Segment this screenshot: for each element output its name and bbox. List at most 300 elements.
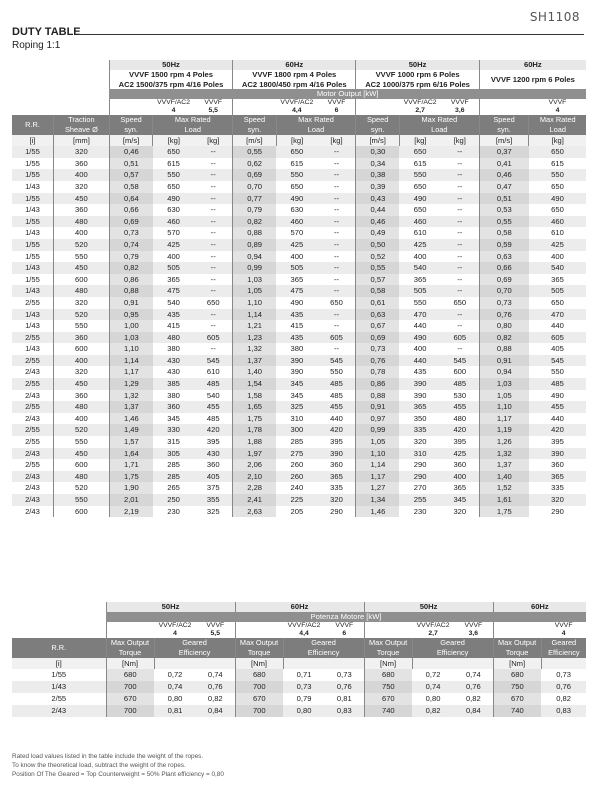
- table-row: [12, 274, 586, 286]
- table-cell: 400: [53, 169, 109, 181]
- table-cell: 285: [153, 471, 194, 483]
- table-cell: 0,86: [356, 378, 400, 390]
- table-row: [12, 216, 586, 228]
- speed-header: [356, 115, 400, 135]
- table-cell: 600: [53, 343, 109, 355]
- table-cell: 475: [153, 285, 194, 297]
- table-cell: 350: [399, 413, 440, 425]
- table-cell: 1,78: [233, 424, 277, 436]
- table-cell: 540: [399, 262, 440, 274]
- table-cell: 545: [441, 355, 479, 367]
- table-cell: 0,63: [356, 309, 400, 321]
- frequency-label: 60Hz: [493, 602, 586, 612]
- table-cell: 435: [153, 309, 194, 321]
- blank-cell: [364, 622, 412, 638]
- table-cell: 460: [276, 216, 317, 228]
- table-cell: 475: [276, 285, 317, 297]
- table-cell: 0,73: [109, 227, 153, 239]
- table-cell: 360: [53, 158, 109, 170]
- table-cell: 365: [153, 274, 194, 286]
- table-cell: 260: [276, 471, 317, 483]
- table-cell: 360: [318, 459, 356, 471]
- table-cell: 430: [153, 366, 194, 378]
- table-cell: 610: [194, 366, 232, 378]
- table-cell: 0,57: [109, 169, 153, 181]
- table-cell: 365: [441, 482, 479, 494]
- table-cell: 290: [318, 506, 356, 518]
- table-cell: 400: [529, 251, 586, 263]
- table-cell: 1,14: [233, 309, 277, 321]
- table-cell: 380: [153, 390, 194, 402]
- table-cell: 415: [276, 320, 317, 332]
- unit: [i]: [12, 658, 106, 669]
- table-cell: --: [441, 262, 479, 274]
- table-cell: 520: [53, 482, 109, 494]
- power-drive-type: VVVF: [548, 99, 567, 107]
- table-row: [12, 204, 586, 216]
- table-cell: 550: [529, 366, 586, 378]
- power-value: [154, 622, 196, 638]
- table-cell: 485: [318, 378, 356, 390]
- table-cell: 1/43: [12, 204, 53, 216]
- table-cell: 700: [106, 705, 154, 717]
- table-row: [12, 285, 586, 297]
- rr-header: R.R.: [12, 115, 53, 135]
- power-drive-type: VVVF/AC2: [280, 99, 314, 107]
- table-cell: 0,37: [479, 146, 529, 158]
- table-cell: 0,46: [479, 169, 529, 181]
- table-cell: --: [441, 227, 479, 239]
- table-cell: 650: [529, 181, 586, 193]
- unit: [kg]: [194, 135, 232, 146]
- table-cell: 0,76: [196, 681, 235, 693]
- table-cell: 420: [318, 424, 356, 436]
- table-cell: 320: [53, 181, 109, 193]
- table-cell: 380: [276, 343, 317, 355]
- table-cell: 1,88: [233, 436, 277, 448]
- table-cell: 1,49: [109, 424, 153, 436]
- table-cell: --: [441, 193, 479, 205]
- drive-spec-cell: [109, 70, 232, 89]
- table-cell: 435: [399, 366, 440, 378]
- torque-efficiency-table: [12, 602, 586, 717]
- table-cell: 0,88: [233, 227, 277, 239]
- table-cell: 680: [364, 669, 412, 681]
- table-cell: 240: [276, 482, 317, 494]
- table-cell: 360: [53, 332, 109, 344]
- table-cell: 1,54: [233, 378, 277, 390]
- power-kw: 4,4: [292, 107, 302, 115]
- table-cell: --: [194, 309, 232, 321]
- unit: [kg]: [276, 135, 317, 146]
- frequency-label: 50Hz: [109, 60, 232, 70]
- header-text: syn.: [497, 125, 511, 135]
- table-cell: 0,94: [233, 251, 277, 263]
- table-cell: --: [194, 320, 232, 332]
- table-cell: 1/43: [12, 285, 53, 297]
- power-kw: 4: [561, 630, 566, 637]
- table-cell: 0,51: [109, 158, 153, 170]
- table-cell: 0,82: [479, 332, 529, 344]
- table-cell: 420: [529, 424, 586, 436]
- table-cell: 440: [529, 413, 586, 425]
- table-row: [12, 169, 586, 181]
- table-cell: 0,81: [325, 693, 364, 705]
- table-cell: 0,72: [412, 669, 454, 681]
- table-cell: 290: [529, 506, 586, 518]
- table-cell: 400: [399, 251, 440, 263]
- table-cell: --: [318, 274, 356, 286]
- table-cell: 670: [235, 693, 283, 705]
- table-cell: --: [318, 262, 356, 274]
- power-kw: 4: [555, 107, 560, 115]
- table-cell: 1/55: [12, 146, 53, 158]
- header-text: Load: [431, 125, 448, 135]
- corner-blank: [12, 602, 106, 612]
- table-cell: 650: [529, 204, 586, 216]
- power-value: [399, 99, 440, 115]
- table-cell: 1,71: [109, 459, 153, 471]
- unit: [m/s]: [109, 135, 153, 146]
- table-cell: 360: [53, 390, 109, 402]
- table-cell: 0,81: [154, 705, 196, 717]
- table-cell: 480: [53, 285, 109, 297]
- table-cell: 650: [529, 146, 586, 158]
- table-cell: 605: [318, 332, 356, 344]
- table-cell: 550: [399, 169, 440, 181]
- table-cell: 2,06: [233, 459, 277, 471]
- table-cell: 320: [53, 297, 109, 309]
- table-cell: 1,21: [233, 320, 277, 332]
- drive-spec-cell: [479, 70, 586, 89]
- table-cell: 1,27: [356, 482, 400, 494]
- corner-blank: [12, 99, 109, 115]
- title-rule: [78, 34, 584, 35]
- power-row: [12, 99, 586, 115]
- table-cell: 1,37: [479, 459, 529, 471]
- motor-output-label: Motor Output [kW]: [109, 89, 586, 99]
- table-cell: --: [194, 216, 232, 228]
- corner-blank: [12, 60, 109, 70]
- efficiency-header: [283, 638, 364, 658]
- table-cell: --: [318, 169, 356, 181]
- header-text: Efficiency: [178, 648, 211, 657]
- table-cell: 440: [529, 320, 586, 332]
- table-cell: 0,79: [233, 204, 277, 216]
- table-cell: 0,86: [109, 274, 153, 286]
- table-cell: 405: [529, 343, 586, 355]
- table-cell: 425: [441, 448, 479, 460]
- table-cell: 0,97: [356, 413, 400, 425]
- corner-blank: [12, 612, 106, 622]
- table-cell: 0,80: [479, 320, 529, 332]
- table-cell: 0,43: [356, 193, 400, 205]
- table-cell: --: [194, 239, 232, 251]
- table-cell: 1,05: [233, 285, 277, 297]
- footnote-line: Position Of The Geared = Top Counterweight = 50% Plant efficiency = 0,80: [12, 771, 224, 778]
- table-cell: 2/43: [12, 413, 53, 425]
- table-cell: 0,88: [356, 390, 400, 402]
- power-drive-type: VVVF/AC2: [157, 99, 190, 107]
- table-row: [12, 227, 586, 239]
- power-drive-type: VVVF: [206, 622, 225, 629]
- table-cell: 0,82: [196, 693, 235, 705]
- table-cell: --: [318, 251, 356, 263]
- power-kw: 6: [334, 107, 339, 115]
- table-cell: --: [318, 239, 356, 251]
- table-cell: --: [194, 251, 232, 263]
- power-drive-type: VVVF/AC2: [158, 622, 192, 629]
- frequency-row: [12, 60, 586, 70]
- blank-cell: [109, 99, 153, 115]
- table-cell: --: [194, 204, 232, 216]
- table-cell: 2/55: [12, 459, 53, 471]
- table-cell: 0,46: [356, 216, 400, 228]
- table-cell: 1,32: [233, 343, 277, 355]
- table-cell: 455: [529, 401, 586, 413]
- table-cell: 1,23: [233, 332, 277, 344]
- table-cell: 520: [53, 239, 109, 251]
- table-cell: 0,61: [356, 297, 400, 309]
- power-value: [441, 99, 479, 115]
- table-cell: 600: [441, 366, 479, 378]
- table-cell: 680: [493, 669, 541, 681]
- table-cell: --: [441, 169, 479, 181]
- table-cell: 440: [399, 355, 440, 367]
- table-cell: 650: [153, 146, 194, 158]
- torque-header: [106, 638, 154, 658]
- table-row: [12, 146, 586, 158]
- header-text: Speed: [120, 115, 142, 125]
- table-cell: 0,46: [109, 146, 153, 158]
- table-cell: --: [194, 274, 232, 286]
- table-cell: 420: [441, 424, 479, 436]
- header-text: Geared: [440, 638, 465, 647]
- header-text: Efficiency: [548, 648, 580, 657]
- power-kw: 5,5: [208, 107, 218, 115]
- table-cell: 485: [318, 390, 356, 402]
- table-cell: 425: [276, 239, 317, 251]
- table-cell: 455: [318, 401, 356, 413]
- footnote-line: To know the theoretical load, subtract the weight of the ropes.: [12, 762, 186, 769]
- frequency-label: 60Hz: [479, 60, 586, 70]
- table-cell: --: [441, 343, 479, 355]
- power-kw: 4: [171, 107, 176, 115]
- table-cell: --: [441, 251, 479, 263]
- table-cell: 2/55: [12, 693, 106, 705]
- drive-spec-cell: [356, 70, 479, 89]
- table-cell: 360: [441, 459, 479, 471]
- table-cell: 1,10: [356, 448, 400, 460]
- table-cell: 400: [276, 251, 317, 263]
- table-cell: 260: [276, 459, 317, 471]
- table-cell: 630: [153, 204, 194, 216]
- efficiency-header: [541, 638, 586, 658]
- table-cell: 460: [399, 216, 440, 228]
- table-cell: 450: [53, 193, 109, 205]
- frequency-label: 50Hz: [356, 60, 479, 70]
- power-kw: 4,4: [299, 630, 309, 637]
- frequency-label: 50Hz: [106, 602, 235, 612]
- table-cell: 460: [529, 216, 586, 228]
- power-value: [276, 99, 317, 115]
- table-cell: --: [194, 169, 232, 181]
- table-cell: 1,57: [109, 436, 153, 448]
- table-cell: 1/43: [12, 181, 53, 193]
- power-drive-type: VVVF: [450, 99, 469, 107]
- table-cell: 320: [53, 366, 109, 378]
- table-cell: 0,50: [356, 239, 400, 251]
- table-cell: 600: [53, 274, 109, 286]
- table-cell: 1,34: [356, 494, 400, 506]
- table-cell: 0,94: [479, 366, 529, 378]
- unit: [mm]: [53, 135, 109, 146]
- table-cell: 2,28: [233, 482, 277, 494]
- table-cell: 360: [529, 459, 586, 471]
- table-cell: 1/43: [12, 681, 106, 693]
- table-cell: 335: [529, 482, 586, 494]
- table-cell: 310: [276, 413, 317, 425]
- table-row: [12, 424, 586, 436]
- table-cell: 1/55: [12, 193, 53, 205]
- table-cell: 650: [276, 146, 317, 158]
- table-cell: 0,79: [109, 251, 153, 263]
- table-cell: 0,74: [454, 669, 493, 681]
- table-cell: 0,99: [356, 424, 400, 436]
- table-cell: 615: [276, 158, 317, 170]
- table-cell: 0,80: [283, 705, 325, 717]
- table-cell: 670: [493, 693, 541, 705]
- table-cell: 1,40: [479, 471, 529, 483]
- table-cell: 0,82: [233, 216, 277, 228]
- table-row: [12, 401, 586, 413]
- header-text: Torque: [505, 648, 529, 657]
- power-drive-type: VVVF: [554, 622, 573, 629]
- table-cell: 0,83: [541, 705, 586, 717]
- table-cell: 0,70: [233, 181, 277, 193]
- torque-header: [235, 638, 283, 658]
- power-value: [412, 622, 454, 638]
- table-cell: 485: [441, 378, 479, 390]
- table-cell: 0,88: [479, 343, 529, 355]
- power-drive-type: VVVF: [335, 622, 354, 629]
- power-value: [318, 99, 356, 115]
- frequency-label: 50Hz: [364, 602, 493, 612]
- table-cell: 365: [399, 401, 440, 413]
- table-cell: 1,97: [233, 448, 277, 460]
- table-cell: 1,10: [479, 401, 529, 413]
- table-cell: 1/55: [12, 669, 106, 681]
- table-cell: 0,74: [412, 681, 454, 693]
- power-drive-type: VVVF/AC2: [287, 622, 321, 629]
- table-cell: 450: [53, 378, 109, 390]
- table-cell: 1/55: [12, 169, 53, 181]
- table-cell: 440: [318, 413, 356, 425]
- table-cell: --: [194, 227, 232, 239]
- table-cell: 290: [399, 471, 440, 483]
- table-row: [12, 506, 586, 518]
- table-row: [12, 390, 586, 402]
- power-value: [196, 622, 235, 638]
- table-cell: 320: [318, 494, 356, 506]
- table-cell: 330: [153, 424, 194, 436]
- table-cell: 0,38: [356, 169, 400, 181]
- table-cell: 490: [529, 193, 586, 205]
- table-row: [12, 471, 586, 483]
- power-drive-type: VVVF: [327, 99, 346, 107]
- table-cell: 0,44: [356, 204, 400, 216]
- table-cell: 605: [194, 332, 232, 344]
- table-row: [12, 413, 586, 425]
- table-cell: 0,78: [356, 366, 400, 378]
- table-cell: 205: [276, 506, 317, 518]
- units-row: [12, 658, 586, 669]
- table-cell: 490: [529, 390, 586, 402]
- speed-header: [109, 115, 153, 135]
- table-cell: 355: [194, 494, 232, 506]
- table-cell: 0,82: [541, 693, 586, 705]
- table-cell: 480: [53, 216, 109, 228]
- table-cell: 2/43: [12, 494, 53, 506]
- table-cell: 0,66: [479, 262, 529, 274]
- table-cell: 310: [399, 448, 440, 460]
- rr-header: R.R.: [12, 638, 106, 658]
- table-cell: --: [441, 320, 479, 332]
- table-cell: 320: [53, 146, 109, 158]
- table-cell: 455: [194, 401, 232, 413]
- table-row: [12, 332, 586, 344]
- table-cell: --: [441, 158, 479, 170]
- table-cell: 0,69: [233, 169, 277, 181]
- power-drive-type: VVVF: [464, 622, 483, 629]
- power-kw: 3,6: [455, 107, 465, 115]
- table-row: [12, 181, 586, 193]
- table-cell: 480: [153, 332, 194, 344]
- corner-blank: [12, 622, 106, 638]
- power-kw: 5,5: [210, 630, 220, 637]
- table-cell: 0,82: [109, 262, 153, 274]
- unit: [m/s]: [233, 135, 277, 146]
- table-cell: 0,73: [283, 681, 325, 693]
- header-text: Max Output: [110, 638, 150, 647]
- table-cell: 630: [276, 204, 317, 216]
- table-cell: 345: [153, 413, 194, 425]
- drive-spec: AC2 1800/450 rpm 4/16 Poles: [241, 79, 347, 89]
- header-text: Speed: [243, 115, 266, 125]
- header-text: Load: [549, 125, 566, 135]
- table-cell: 615: [399, 158, 440, 170]
- table-cell: 0,30: [356, 146, 400, 158]
- drive-spec: AC2 1000/375 rpm 6/16 Poles: [365, 79, 470, 89]
- table-cell: 345: [276, 390, 317, 402]
- frequency-label: 60Hz: [233, 60, 356, 70]
- table-cell: 1/55: [12, 274, 53, 286]
- table-cell: 550: [276, 169, 317, 181]
- table-cell: 0,71: [283, 669, 325, 681]
- column-header-row: [12, 115, 586, 135]
- table-cell: 0,53: [479, 204, 529, 216]
- table-cell: 360: [194, 459, 232, 471]
- header-text: Load: [307, 125, 325, 135]
- power-value: [194, 99, 232, 115]
- header-text: Max Rated: [298, 115, 334, 125]
- table-cell: 2/43: [12, 705, 106, 717]
- table-cell: 0,91: [479, 355, 529, 367]
- table-cell: 320: [441, 506, 479, 518]
- table-cell: 405: [194, 471, 232, 483]
- table-cell: 415: [153, 320, 194, 332]
- table-cell: 1,64: [109, 448, 153, 460]
